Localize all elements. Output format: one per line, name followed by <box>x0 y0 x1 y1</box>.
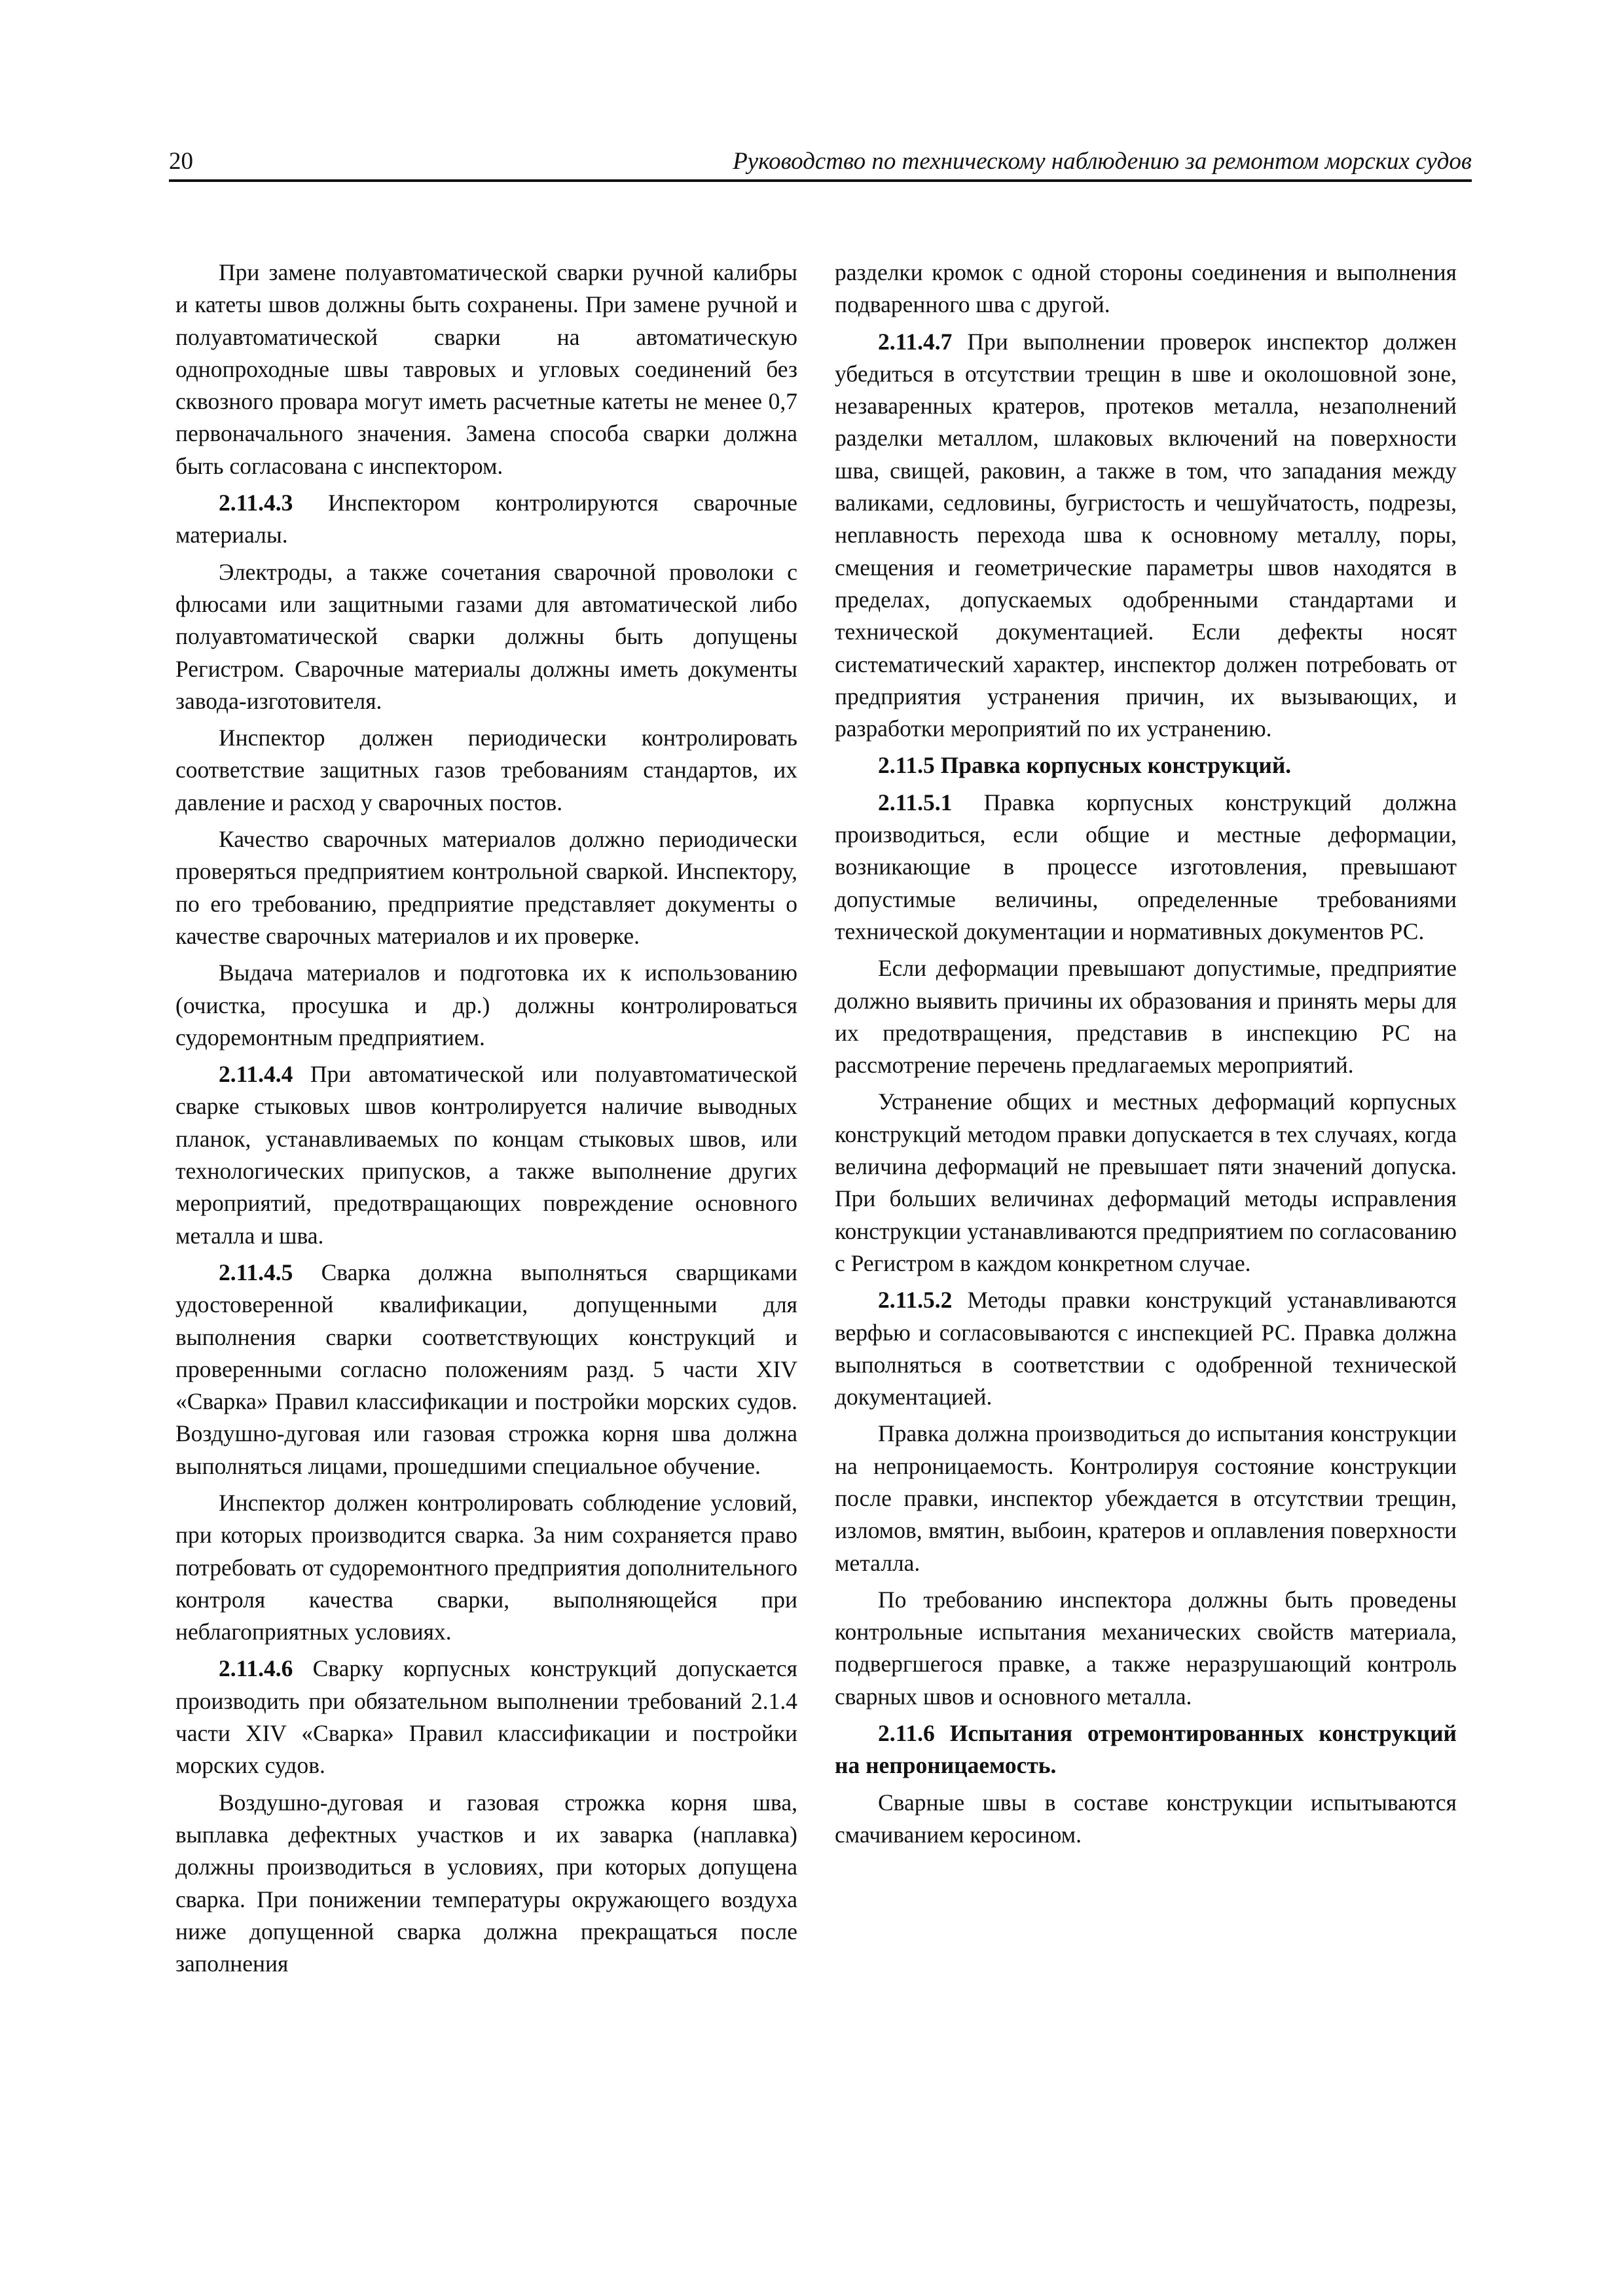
paragraph: Сварные швы в составе конструкции испытываются смачиванием керосином. <box>835 1789 1457 1848</box>
paragraph: Инспектор должен периодически контролировать соответствие защитных газов требованиям стандартов, их давление и расход у сварочных постов. <box>175 725 797 816</box>
paragraph: Качество сварочных материалов должно периодически проверяться предприятием контрольной сваркой. Инспектору, по его требованию, предприятие представляет документы о качестве сварочных материалов и их проверке. <box>175 826 797 949</box>
section-heading: 2.11.5 Правка корпусных конструкций. <box>878 752 1292 779</box>
paragraph: Правка должна производиться до испытания конструкции на непроницаемость. Контролируя состояние конструкции после правки, инспектор убеждается в отсутствии трещин, изломов, вмятин, выбоин, кратеров и оплавления поверхности металла. <box>835 1420 1457 1576</box>
paragraph: Если деформации превышают допустимые, предприятие должно выявить причины их образования и принять меры для их предотвращения, представив в инспекцию РС на рассмотрение перечень предлагаемых мероприятий. <box>835 955 1457 1079</box>
clause-text: Инспектором контролируются сварочные материалы. <box>175 490 797 548</box>
clause-number: 2.11.5.2 <box>878 1287 953 1314</box>
right-column <box>835 257 1457 1856</box>
page-number: 20 <box>169 148 193 175</box>
paragraph: Воздушно-дуговая и газовая строжка корня шва, выплавка дефектных участков и их заварка (наплавка) должны производиться в условиях, при которых допущена сварка. При понижении температуры окружающего воздуха ниже допущенной сварка должна прекращаться после заполнения <box>175 1789 797 1977</box>
paragraph <box>835 326 1457 745</box>
paragraph: По требованию инспектора должны быть проведены контрольные испытания механических свойств материала, подвергшегося правке, а также неразрушающий контроль сварных швов и основного металла. <box>835 1586 1457 1710</box>
page-header <box>169 143 1472 181</box>
clause-text: При выполнении проверок инспектор должен убедиться в отсутствии трещин в шве и околошовной зоне, незаваренных кратеров, протеков металла, незаполнений разделки металлом, шлаковых включений на поверхности шва, свищей, раковин, а также в том, что западания между валиками, седловины, бугристость и чешуйчатость, подрезы, неплавность перехода шва к основному металлу, поры, смещения и геометрические параметры швов находятся в пределах, допускаемых одобренными стандартами и технической документацией. Если дефекты носят систематический характер, инспектор должен потребовать от предприятия устранения причин, их вызывающих, и разработки мероприятий по их устранению. <box>835 328 1457 742</box>
paragraph <box>835 1284 1457 1413</box>
paragraph: Инспектор должен контролировать соблюдение условий, при которых производится сварка. За ним сохраняется право потребовать от судоремонтного предприятия дополнительного контроля качества сварки, выполняющейся при неблагоприятных условиях. <box>175 1489 797 1645</box>
paragraph: При замене полуавтоматической сварки ручной калибры и катеты швов должны быть сохранены. При замене ручной и полуавтоматической сварки на автоматическую однопроходные швы тавровых и угловых соединений без сквозного провара могут иметь расчетные катеты не менее 0,7 первоначального значения. Замена способа сварки должна быть согласована с инспектором. <box>175 259 797 479</box>
paragraph <box>175 1653 797 1782</box>
left-column <box>175 257 797 1984</box>
paragraph <box>175 1058 797 1252</box>
clause-text: Сварку корпусных конструкций допускается производить при обязательном выполнении требований 2.1.4 части XIV «Сварка» Правил классификации и постройки морских судов. <box>175 1655 797 1779</box>
clause-text: Методы правки конструкций устанавливаются верфью и согласовываются с инспекцией РС. Правка должна выполняться в соответствии с одобренной технической документацией. <box>835 1287 1457 1410</box>
paragraph <box>835 787 1457 948</box>
clause-number: 2.11.4.3 <box>219 490 293 516</box>
paragraph: Электроды, а также сочетания сварочной проволоки с флюсами или защитными газами для автоматической либо полуавтоматической сварки должны быть допущены Регистром. Сварочные материалы должны иметь документы завода-изготовителя. <box>175 558 797 714</box>
clause-number: 2.11.4.5 <box>219 1259 293 1285</box>
clause-text: Правка корпусных конструкций должна производиться, если общие и местные деформации, возникающие в процессе изготовления, превышают допустимые величины, определенные требованиями технической документации и нормативных документов РС. <box>835 789 1457 944</box>
paragraph: Устранение общих и местных деформаций корпусных конструкций методом правки допускается в тех случаях, когда величина деформаций не превышает пяти значений допуска. При больших величинах деформаций методы исправления конструкции устанавливаются предприятием по согласованию с Регистром в каждом конкретном случае. <box>835 1088 1457 1276</box>
header-rule <box>169 179 1472 182</box>
clause-number: 2.11.4.4 <box>219 1061 293 1088</box>
section-heading: 2.11.6 Испытания отремонтированных конструкций на непроницаемость. <box>835 1720 1457 1779</box>
paragraph <box>175 487 797 552</box>
clause-number: 2.11.4.7 <box>878 328 953 355</box>
clause-number: 2.11.5.1 <box>878 789 953 816</box>
paragraph: Выдача материалов и подготовка их к использованию (очистка, просушка и др.) должны контролироваться судоремонтным предприятием. <box>175 960 797 1050</box>
clause-text: Сварка должна выполняться сварщиками удостоверенной квалификации, допущенными для выполнения сварки соответствующих конструкций и проверенными согласно положениям разд. 5 части XIV «Сварка» Правил классификации и постройки морских судов. Воздушно-дуговая или газовая строжка корня шва должна выполняться лицами, прошедшими специальное обучение. <box>175 1259 797 1479</box>
paragraph <box>175 1257 797 1482</box>
clause-number: 2.11.4.6 <box>219 1655 293 1682</box>
running-title: Руководство по техническому наблюдению за ремонтом морских судов <box>733 148 1472 175</box>
clause-text: При автоматической или полуавтоматической сварке стыковых швов контролируется наличие выводных планок, устанавливаемых по концам стыковых швов, или технологических припусков, а также выполнение других мероприятий, предотвращающих повреждение основного металла и шва. <box>175 1061 797 1249</box>
paragraph-continuation: разделки кромок с одной стороны соединения и выполнения подваренного шва с другой. <box>835 259 1457 318</box>
